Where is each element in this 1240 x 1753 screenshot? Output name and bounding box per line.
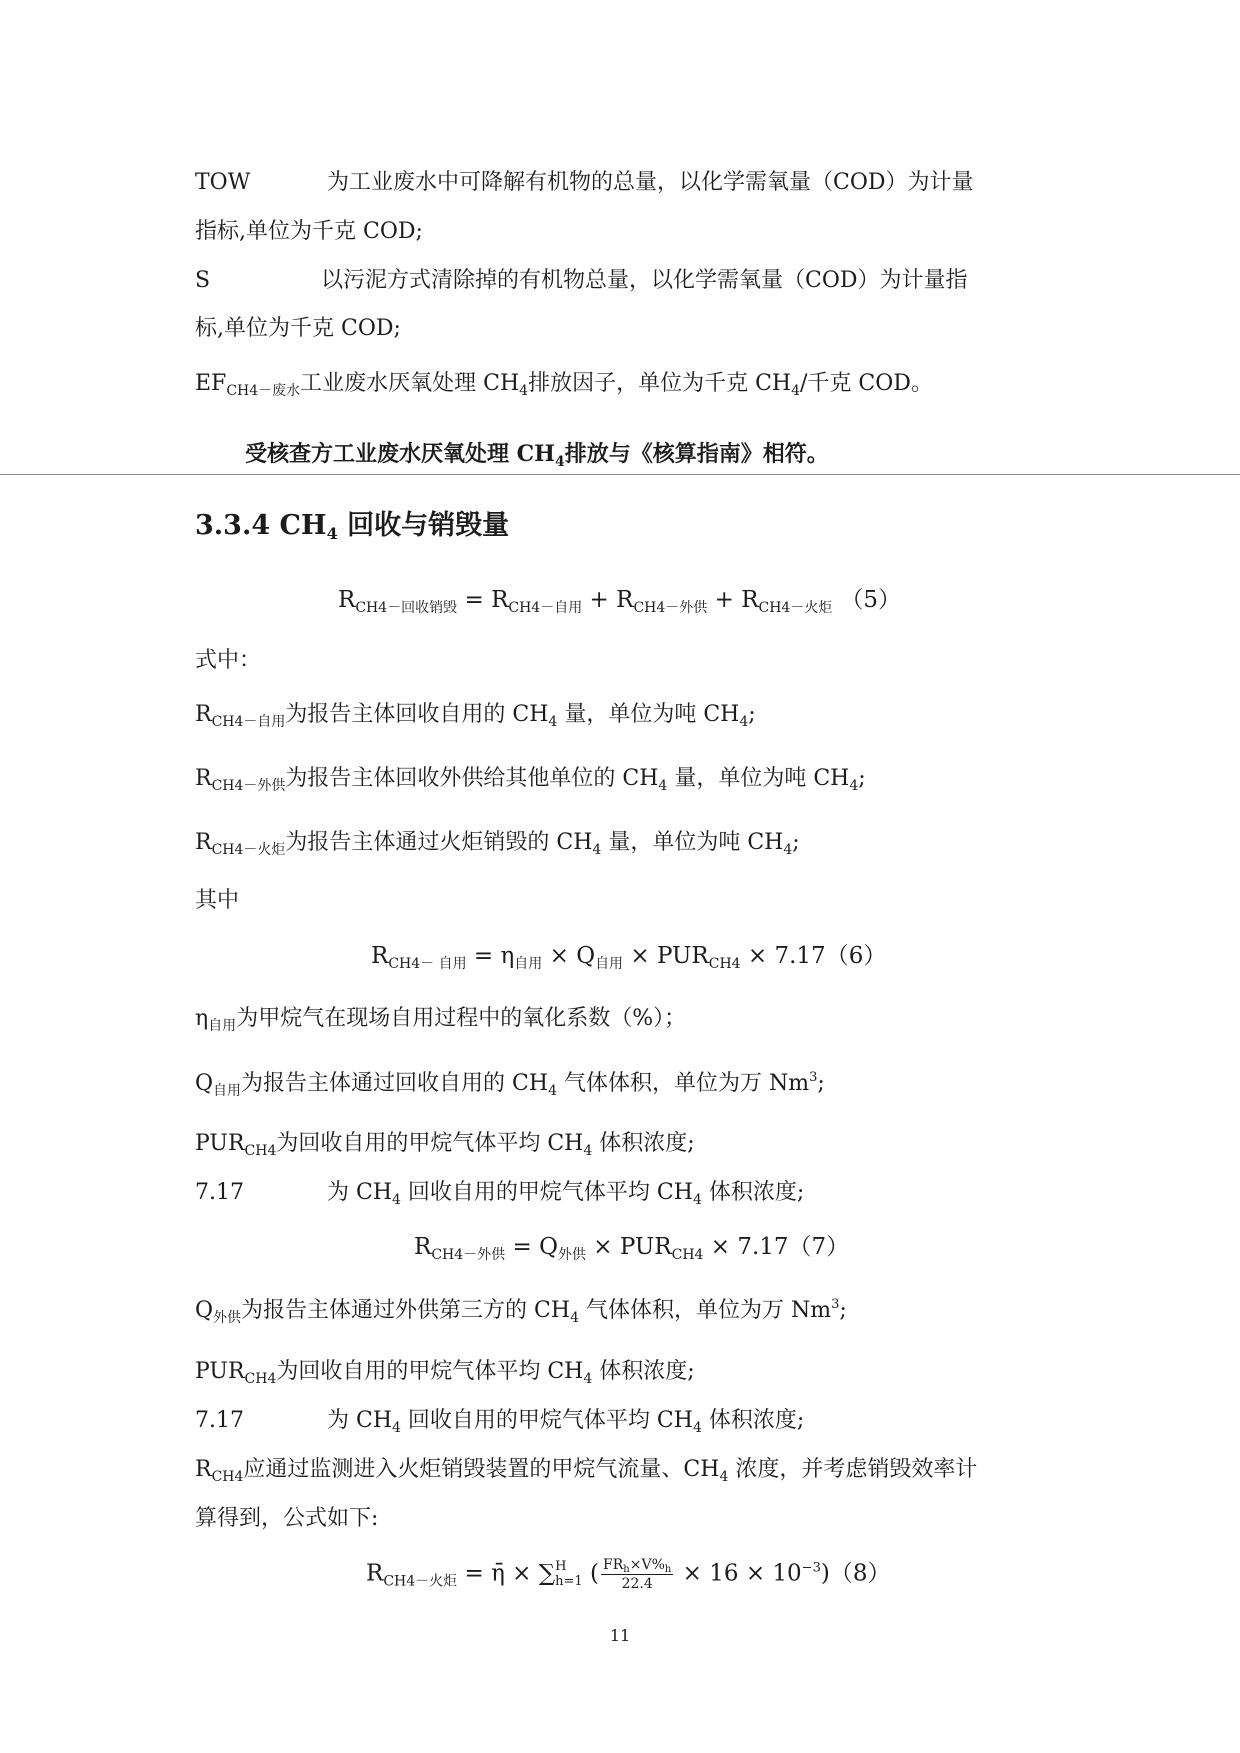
qizhong-label: 其中 xyxy=(195,888,240,913)
def-text: 为工业废水中可降解有机物的总量，以化学需氧量（COD）为计量 xyxy=(327,170,974,195)
equation-6: $R_{CH4- 自用} = \eta_{自用} \times Q_{自用} \times PUR_{CH4} \times 7.17(6)$ xyxy=(371,943,887,972)
def-pur-2: $PUR_{CH4}$为回收自用的甲烷气体平均 $CH_4$ 体积浓度; xyxy=(195,1359,695,1387)
def-tow-cont: 指标,单位为千克 COD; xyxy=(195,219,423,244)
rch4-paragraph: $R_{CH4}$应通过监测进入火炬销毁装置的甲烷气流量、$CH_4$ 浓度，并考虑销毁效率计 xyxy=(195,1457,978,1485)
equation-5: $R_{CH4-回收销毁} = R_{CH4-自用} + R_{CH4-外供} + R_{CH4-火炬}$ （5） xyxy=(338,587,901,616)
def-r-waigong: $R_{CH4-外供}$为报告主体回收外供给其他单位的 $CH_4$ 量，单位为吨 $CH_4$; xyxy=(195,766,866,794)
page-number: 11 xyxy=(609,1626,631,1645)
fraction: $\frac{FR_h\times V\%_h}{22.4}$ xyxy=(603,1557,672,1592)
section-heading: 3.3.4 $CH_4$ 回收与销毁量 xyxy=(195,510,510,543)
def-r-huoju: $R_{CH4-火炬}$为报告主体通过火炬销毁的 $CH_4$ 量，单位为吨 $CH_4$; xyxy=(195,830,800,858)
def-r-ziyong: $R_{CH4-自用}$为报告主体回收自用的 $CH_4$ 量，单位为吨 $CH_4$; xyxy=(195,702,756,730)
def-s xyxy=(195,270,968,292)
def-term: TOW xyxy=(195,170,251,195)
divider xyxy=(0,474,1240,475)
def-717-1: 7.17 为 $CH_4$ 回收自用的甲烷气体平均 $CH_4$ 体积浓度; xyxy=(195,1180,805,1208)
def-s-cont: 标,单位为千克 COD; xyxy=(195,316,401,341)
def-q-ziyong: $Q_{自用}$为报告主体通过回收自用的 $CH_4$ 气体体积，单位为万 Nm$^3$; xyxy=(195,1070,825,1099)
conclusion: 受核查方工业废水厌氧处理 $CH_4$排放与《核算指南》相符。 xyxy=(245,441,829,470)
shizhong-label: 式中： xyxy=(195,648,262,673)
equation-8: $R_{CH4-火炬}$ = η̄ × ∑ H h=1 ( $\frac{FR_h\times V\%_h}{22.4}$ × $16 \times 10^{-3})(8)$ xyxy=(366,1557,891,1592)
sum-symbol: ∑ xyxy=(538,1560,556,1587)
rch4-paragraph-cont: 算得到，公式如下: xyxy=(195,1506,379,1531)
def-tow xyxy=(195,172,974,194)
def-eta-ziyong: $\eta_{自用}$为甲烷气在现场自用过程中的氧化系数（%）； xyxy=(195,1006,687,1034)
def-q-waigong: $Q_{外供}$为报告主体通过外供第三方的 $CH_4$ 气体体积，单位为万 Nm$^3$; xyxy=(195,1297,847,1326)
def-term: S xyxy=(195,268,211,293)
equation-7: $R_{CH4-外供} = Q_{外供} \times PUR_{CH4} \times 7.17(7)$ xyxy=(414,1234,850,1263)
def-ef: $EF_{CH4-废水}$工业废水厌氧处理 $CH_4$排放因子，单位为千克 $CH_4/$千克 COD。 xyxy=(195,371,933,399)
def-717-2: 7.17 为 $CH_4$ 回收自用的甲烷气体平均 $CH_4$ 体积浓度; xyxy=(195,1408,805,1436)
def-pur-1: $PUR_{CH4}$为回收自用的甲烷气体平均 $CH_4$ 体积浓度; xyxy=(195,1131,695,1159)
def-text: 以污泥方式清除掉的有机物总量，以化学需氧量（COD）为计量指 xyxy=(321,268,968,293)
